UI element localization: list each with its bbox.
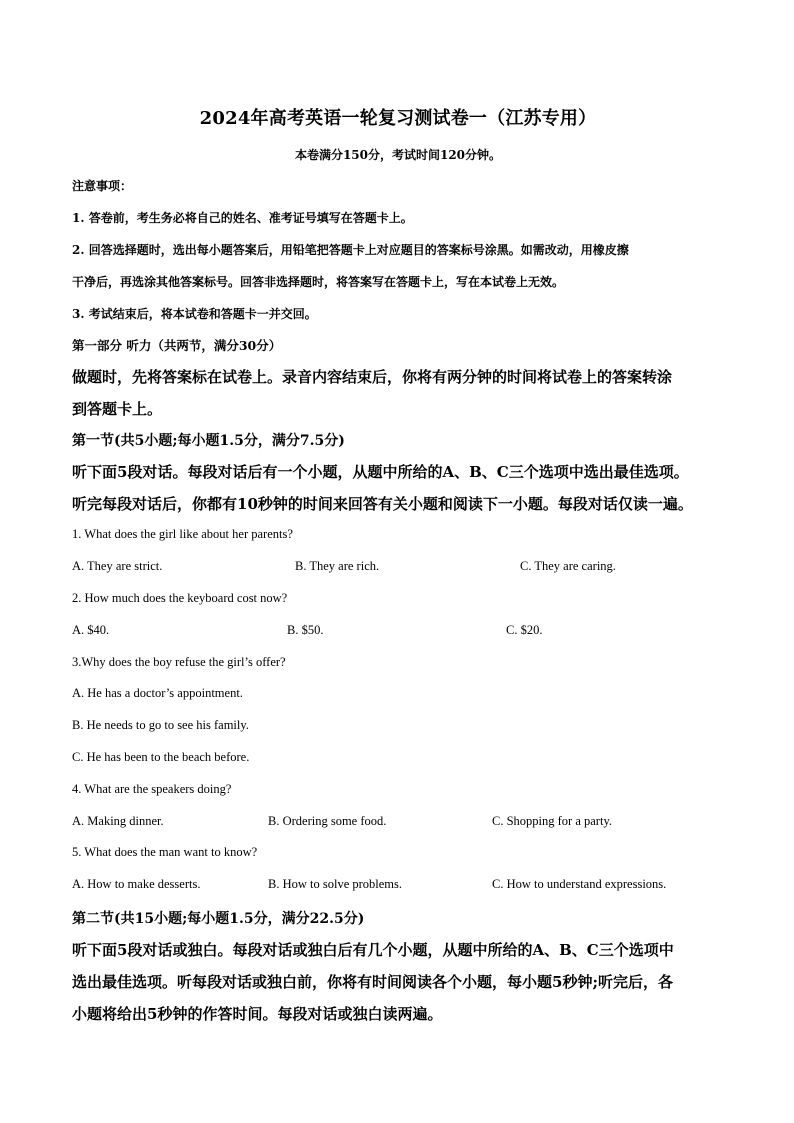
notes-item-2-line-2: 干净后，再选涂其他答案标号。回答非选择题时，将答案写在答题卡上，写在本试卷上无效。: [72, 275, 565, 289]
part1-instruction-line-1: 做题时，先将答案标在试卷上。录音内容结束后，你将有两分钟的时间将试卷上的答案转涂: [72, 368, 673, 386]
question-1-option-c: C. They are caring.: [520, 559, 616, 573]
question-5-option-a: A. How to make desserts.: [72, 877, 201, 891]
notes-item-2-line-1: 2. 回答选择题时，选出每小题答案后，用铅笔把答题卡上对应题目的答案标号涂黑。如需改动，用橡皮擦: [72, 243, 629, 257]
part1-heading: 第一部分 听力（共两节，满分30分）: [72, 338, 282, 353]
section1-heading: 第一节(共5小题;每小题1.5分，满分7.5分): [72, 433, 345, 449]
section1-instruction-line-2: 听完每段对话后，你都有10秒钟的时间来回答有关小题和阅读下一小题。每段对话仅读一遍。: [72, 495, 693, 513]
section2-instruction-line-3: 小题将给出5秒钟的作答时间。每段对话或独白读两遍。: [72, 1005, 443, 1023]
question-4-option-b: B. Ordering some food.: [268, 814, 387, 828]
section2-instruction-line-1: 听下面5段对话或独白。每段对话或独白后有几个小题，从题中所给的A、B、C三个选项中: [72, 941, 674, 959]
question-5-option-b: B. How to solve problems.: [268, 877, 403, 891]
notes-heading: 注意事项：: [72, 179, 133, 193]
section2-instruction-line-2: 选出最佳选项。听每段对话或独白前，你将有时间阅读各个小题，每小题5秒钟;听完后，各: [72, 973, 673, 991]
part1-instruction-line-2: 到答题卡上。: [72, 400, 163, 418]
question-5-option-c: C. How to understand expressions.: [492, 877, 667, 891]
question-2-option-c: C. $20.: [506, 623, 543, 637]
question-1-stem: 1. What does the girl like about her parents?: [72, 527, 293, 541]
question-4-option-c: C. Shopping for a party.: [492, 814, 613, 828]
question-5-stem: 5. What does the man want to know?: [72, 845, 258, 859]
question-3-option-b: B. He needs to go to see his family.: [72, 718, 249, 732]
section1-instruction-line-1: 听下面5段对话。每段对话后有一个小题，从题中所给的A、B、C三个选项中选出最佳选项。: [72, 463, 689, 481]
question-3-option-a: A. He has a doctor’s appointment.: [72, 686, 243, 700]
notes-item-3: 3. 考试结束后，将本试卷和答题卡一并交回。: [72, 307, 317, 321]
question-4-stem: 4. What are the speakers doing?: [72, 782, 232, 796]
section2-heading: 第二节(共15小题;每小题1.5分，满分22.5分): [72, 911, 365, 927]
page-subtitle: 本卷满分150分，考试时间120分钟。: [294, 148, 502, 162]
question-3-option-c: C. He has been to the beach before.: [72, 750, 250, 764]
question-2-option-b: B. $50.: [287, 623, 324, 637]
question-3-stem: 3.Why does the boy refuse the girl’s offer?: [72, 655, 286, 669]
question-1-option-b: B. They are rich.: [295, 559, 380, 573]
question-1-option-a: A. They are strict.: [72, 559, 163, 573]
question-4-option-a: A. Making dinner.: [72, 814, 164, 828]
notes-item-1: 1. 答卷前，考生务必将自己的姓名、准考证号填写在答题卡上。: [72, 211, 413, 225]
question-2-stem: 2. How much does the keyboard cost now?: [72, 591, 288, 605]
page-title: 2024年高考英语一轮复习测试卷一（江苏专用）: [199, 108, 597, 129]
question-2-option-a: A. $40.: [72, 623, 110, 637]
